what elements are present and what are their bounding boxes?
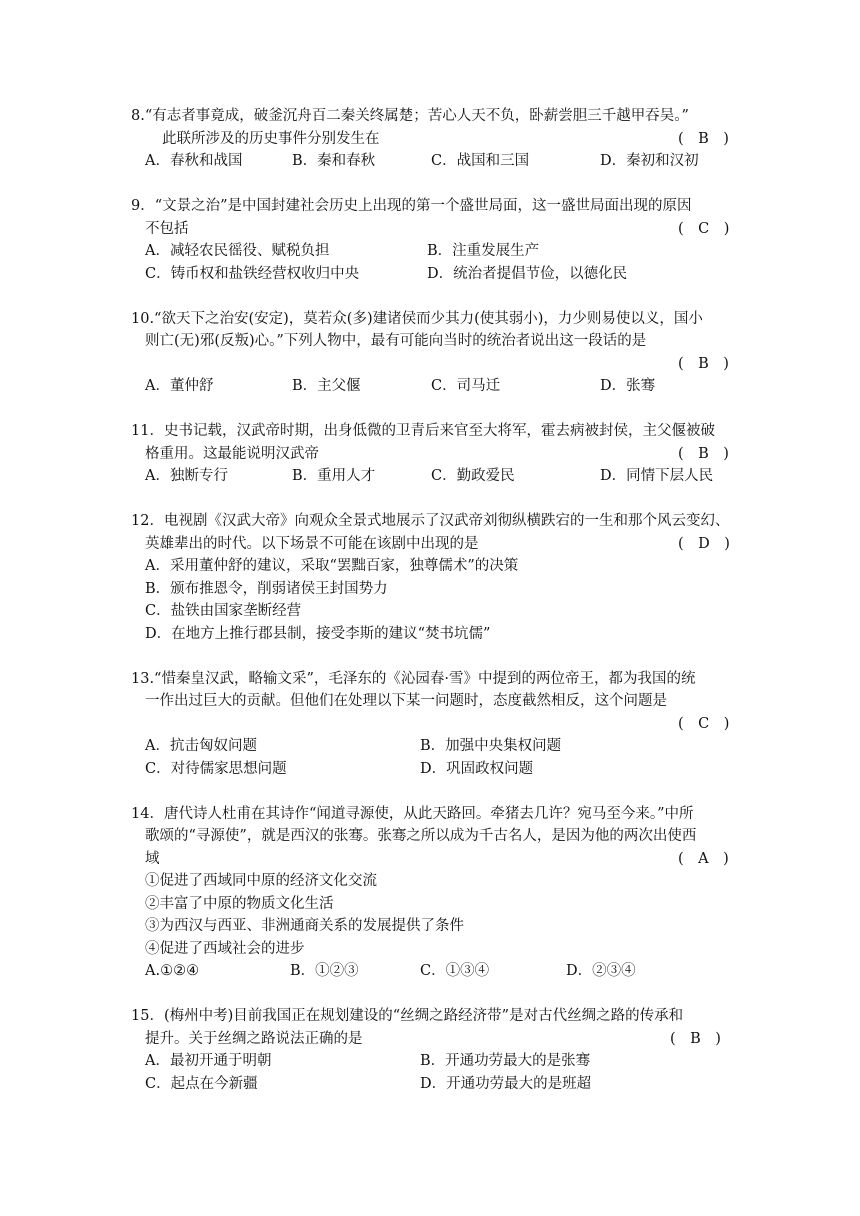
option-b: B．加强中央集权问题	[420, 738, 562, 754]
option-c: C．勤政爱民	[431, 468, 515, 484]
answer-mark: ( B )	[678, 131, 729, 147]
option-d: D．统治者提倡节俭，以德化民	[427, 266, 628, 282]
option-a: A．抗击匈奴问题	[145, 738, 257, 754]
question-stem: 则亡(无)邪(反叛)心。”下列人物中，最有可能向当时的统治者说出这一段话的是	[145, 333, 647, 349]
option-b: B．①②③	[290, 963, 359, 979]
option-d: D．②③④	[566, 963, 636, 979]
question-stem: 11．史书记载，汉武帝时期，出身低微的卫青后来官至大将军，霍去病被封侯，主父偃被破	[131, 423, 715, 439]
answer-mark: ( A )	[678, 851, 729, 867]
statement-item: ③为西汉与西亚、非洲通商关系的发展提供了条件	[145, 918, 464, 934]
option-d: D．张骞	[600, 378, 656, 394]
question-stem: 8.“有志者事竟成，破釜沉舟百二秦关终属楚；苦心人天不负，卧薪尝胆三千越甲吞吴。”	[131, 108, 689, 124]
option-d: D．在地方上推行郡县制，接受李斯的建议“焚书坑儒”	[145, 626, 491, 642]
option-b: B．重用人才	[292, 468, 376, 484]
question-stem: 歌颂的“寻源使”，就是西汉的张骞。张骞之所以成为千古名人，是因为他的两次出使西	[145, 828, 697, 844]
question-stem: 此联所涉及的历史事件分别发生在	[162, 131, 380, 147]
option-c: C．盐铁由国家垄断经营	[145, 603, 302, 619]
question-stem: 14．唐代诗人杜甫在其诗作“闻道寻源使，从此天路回。牵猪去几许？宛马至今来。”中所	[131, 806, 694, 822]
option-c: C．①③④	[420, 963, 490, 979]
option-a: A.①②④	[145, 963, 200, 979]
question-stem: 10.“欲天下之治安(安定)，莫若众(多)建诸侯而少其力(使其弱小)，力少则易使以义，国小	[131, 311, 703, 327]
question-stem: 英雄辈出的时代。以下场景不可能在该剧中出现的是	[145, 536, 479, 552]
option-b: B．开通功劳最大的是张骞	[420, 1053, 591, 1069]
question-stem: 9．“文景之治”是中国封建社会历史上出现的第一个盛世局面，这一盛世局面出现的原因	[131, 198, 692, 214]
question-stem: 13.“惜秦皇汉武，略输文采”，毛泽东的《沁园春·雪》中提到的两位帝王，都为我国的统	[131, 671, 696, 687]
question-stem: 格重用。这最能说明汉武帝	[145, 446, 319, 462]
option-d: D．秦初和汉初	[600, 153, 699, 169]
option-b: B．注重发展生产	[427, 243, 540, 259]
question-stem: 一作出过巨大的贡献。但他们在处理以下某一问题时，态度截然相反，这个问题是	[145, 693, 667, 709]
option-c: C．铸币权和盐铁经营权收归中央	[145, 266, 360, 282]
option-c: C．对待儒家思想问题	[145, 761, 287, 777]
option-a: A．采用董仲舒的建议，采取“罢黜百家，独尊儒术”的决策	[145, 558, 519, 574]
statement-item: ④促进了西域社会的进步	[145, 941, 305, 957]
option-a: A．春秋和战国	[145, 153, 243, 169]
answer-mark: ( B )	[678, 446, 729, 462]
option-d: D．开通功劳最大的是班超	[420, 1076, 592, 1092]
option-d: D．巩固政权问题	[420, 761, 534, 777]
question-stem: 12．电视剧《汉武大帝》向观众全景式地展示了汉武帝刘彻纵横跌宕的一生和那个风云变幻、	[131, 513, 730, 529]
statement-item: ①促进了西域同中原的经济文化交流	[145, 873, 377, 889]
option-c: C．起点在今新疆	[145, 1076, 258, 1092]
option-b: B．主父偃	[292, 378, 361, 394]
answer-mark: ( C )	[678, 716, 730, 732]
option-c: C．司马迁	[431, 378, 501, 394]
option-b: B．秦和春秋	[292, 153, 376, 169]
option-c: C．战国和三国	[431, 153, 530, 169]
question-stem: 15．(梅州中考)目前我国正在规划建设的“丝绸之路经济带”是对古代丝绸之路的传承和	[131, 1008, 684, 1024]
answer-mark: ( C )	[678, 221, 730, 237]
statement-item: ②丰富了中原的物质文化生活	[145, 896, 334, 912]
answer-mark: ( B )	[678, 356, 729, 372]
question-stem: 域	[145, 851, 160, 867]
option-d: D．同情下层人民	[600, 468, 714, 484]
option-a: A．减轻农民徭役、赋税负担	[145, 243, 330, 259]
option-b: B．颁布推恩令，削弱诸侯王封国势力	[145, 581, 388, 597]
answer-mark: ( D )	[678, 536, 730, 552]
question-stem: 不包括	[145, 221, 189, 237]
option-a: A．独断专行	[145, 468, 228, 484]
answer-mark: ( B )	[670, 1031, 721, 1047]
question-stem: 提升。关于丝绸之路说法正确的是	[145, 1031, 363, 1047]
option-a: A．最初开通于明朝	[145, 1053, 272, 1069]
option-a: A．董仲舒	[145, 378, 214, 394]
